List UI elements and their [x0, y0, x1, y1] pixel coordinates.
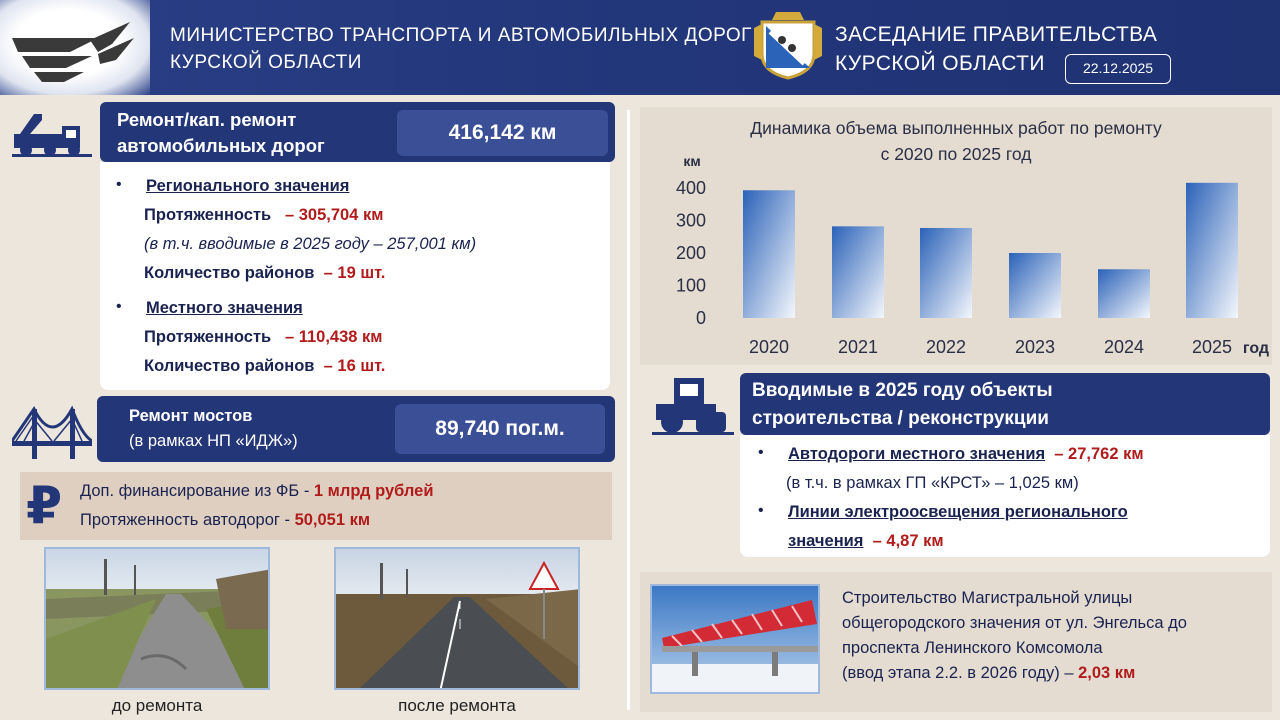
- chart-title-line1: Динамика объема выполненных работ по ремонту: [750, 118, 1162, 138]
- regional-length-label: Протяженность: [144, 206, 272, 224]
- local-length: [144, 328, 383, 347]
- bullet-icon: •: [116, 176, 122, 193]
- street-line1: Строительство Магистральной улицы: [842, 589, 1133, 607]
- ministry-title-line2: КУРСКОЙ ОБЛАСТИ: [170, 52, 362, 73]
- local-districts-value: 16 шт.: [337, 357, 386, 375]
- local-length-value: 110,438 км: [298, 328, 383, 346]
- bar-2025: [1186, 183, 1238, 318]
- objects-item1: Автодороги местного значения – 27,762 км: [788, 445, 1144, 463]
- financing-line1-value: 1 млрд рублей: [313, 482, 434, 500]
- bridges-title-line1: Ремонт мостов: [129, 407, 253, 425]
- bullet-icon: •: [758, 444, 764, 461]
- bridges-title: [129, 404, 298, 454]
- y-tick-label: 400: [675, 178, 706, 198]
- road-machinery-icon: [12, 108, 92, 158]
- dash: –: [323, 357, 333, 375]
- dash: –: [323, 264, 333, 282]
- local-label: Местного значения: [146, 299, 303, 317]
- objects-item2-value: 4,87 км: [886, 532, 944, 550]
- regional-districts-label: Количество районов: [144, 264, 315, 282]
- street-line2: общегородского значения от ул. Энгельса до: [842, 614, 1187, 632]
- column-divider: [627, 110, 630, 710]
- chart-panel: [640, 107, 1272, 365]
- bar-2020: [743, 190, 795, 318]
- financing-line2-label: Протяженность автодорог -: [80, 511, 290, 529]
- bullet-icon: •: [116, 298, 122, 315]
- street-value: 2,03 км: [1078, 664, 1136, 682]
- y-tick-label: 200: [675, 243, 706, 263]
- street-text: [842, 586, 1187, 686]
- local-districts: [144, 357, 385, 376]
- financing-panel: [20, 472, 612, 540]
- local-length-label: Протяженность: [144, 328, 272, 346]
- x-axis-unit-label: год: [1242, 340, 1270, 357]
- dash: –: [284, 206, 295, 224]
- date-badge: 22.12.2025: [1065, 54, 1171, 84]
- roads-details-card: [100, 162, 610, 390]
- x-tick-label: 2021: [837, 337, 879, 357]
- regional-note: (в т.ч. вводимые в 2025 году – 257,001 км): [144, 235, 477, 253]
- roads-title: [117, 107, 325, 159]
- bar-2024: [1098, 269, 1150, 318]
- objects-item2-label-line2: значения: [788, 532, 864, 550]
- coat-of-arms-icon: [752, 10, 824, 80]
- regional-districts-value: 19 шт.: [337, 264, 386, 282]
- regional-districts: [144, 264, 385, 283]
- objects-item1-note: (в т.ч. в рамках ГП «КРСТ» – 1,025 км): [786, 474, 1079, 492]
- roads-title-line2: автомобильных дорог: [117, 135, 325, 156]
- y-axis-unit-label: км: [683, 153, 701, 169]
- regional-label: Регионального значения: [146, 177, 350, 195]
- dash: –: [284, 328, 295, 346]
- x-tick-label: 2022: [925, 337, 967, 357]
- objects-item2-label-line1: Линии электроосвещения регионального: [788, 503, 1128, 521]
- street-line4-text: (ввод этапа 2.2. в 2026 году) –: [842, 664, 1074, 682]
- regional-length-value: 305,704 км: [298, 206, 384, 224]
- roads-total: 416,142 км: [397, 110, 608, 156]
- ruble-icon: ₽: [26, 477, 63, 535]
- bar-2021: [832, 226, 884, 318]
- financing-line2-value: 50,051 км: [294, 511, 371, 529]
- bar-2023: [1009, 253, 1061, 318]
- ministry-title: [170, 22, 752, 76]
- objects-item1-value: 27,762 км: [1068, 445, 1144, 463]
- photo-before-repair: [44, 547, 270, 690]
- bar-2022: [920, 228, 972, 318]
- bullet-icon: •: [758, 502, 764, 519]
- bridges-title-line2: (в рамках НП «ИДЖ»): [129, 432, 298, 450]
- street-line3: проспекта Ленинского Комсомола: [842, 639, 1103, 657]
- financing-line1-label: Доп. финансирование из ФБ -: [80, 482, 310, 500]
- bar-chart: [640, 107, 1272, 365]
- x-tick-label: 2020: [748, 337, 790, 357]
- photo-after-caption: после ремонта: [398, 696, 516, 715]
- road-roller-icon: [652, 374, 734, 436]
- photo-bridge: [650, 584, 820, 694]
- header-bar: [0, 0, 1280, 95]
- objects-2025-title-line2: строительства / реконструкции: [752, 408, 1049, 429]
- regional-length: [144, 206, 383, 225]
- financing-line1: [80, 482, 434, 501]
- x-tick-label: 2025: [1191, 337, 1233, 357]
- bridges-header: [97, 396, 615, 462]
- y-tick-label: 100: [675, 275, 706, 296]
- bird-logo-icon: [0, 0, 150, 95]
- meeting-title-line2: КУРСКОЙ ОБЛАСТИ: [835, 52, 1045, 75]
- objects-2025-card: [740, 435, 1270, 557]
- objects-item1-label: Автодороги местного значения: [788, 445, 1046, 463]
- local-districts-label: Количество районов: [144, 357, 315, 375]
- bridge-icon: [12, 405, 92, 463]
- photo-before-caption: до ремонта: [111, 696, 203, 715]
- chart-title-line2: с 2020 по 2025 год: [880, 144, 1032, 164]
- bridges-total: 89,740 пог.м.: [395, 404, 605, 454]
- x-tick-label: 2024: [1103, 337, 1145, 357]
- street-panel: [640, 572, 1272, 712]
- street-line4: [842, 661, 1187, 686]
- x-tick-label: 2023: [1014, 337, 1056, 357]
- objects-2025-title-line1: Вводимые в 2025 году объекты: [752, 380, 1053, 401]
- objects-2025-header: [740, 373, 1270, 435]
- roads-header: [100, 102, 615, 162]
- objects-2025-title: [752, 377, 1053, 433]
- roads-title-line1: Ремонт/кап. ремонт: [117, 109, 297, 130]
- financing-line2: [80, 511, 370, 530]
- y-tick-label: 300: [675, 210, 706, 231]
- photo-after-repair: [334, 547, 580, 690]
- y-tick-label: 0: [695, 308, 706, 328]
- ministry-title-line1: МИНИСТЕРСТВО ТРАНСПОРТА И АВТОМОБИЛЬНЫХ ДОРОГ: [170, 25, 752, 46]
- meeting-title-line1: ЗАСЕДАНИЕ ПРАВИТЕЛЬСТВА: [835, 23, 1158, 46]
- ministry-logo: [0, 0, 150, 95]
- objects-item2-line2: значения – 4,87 км: [788, 532, 944, 550]
